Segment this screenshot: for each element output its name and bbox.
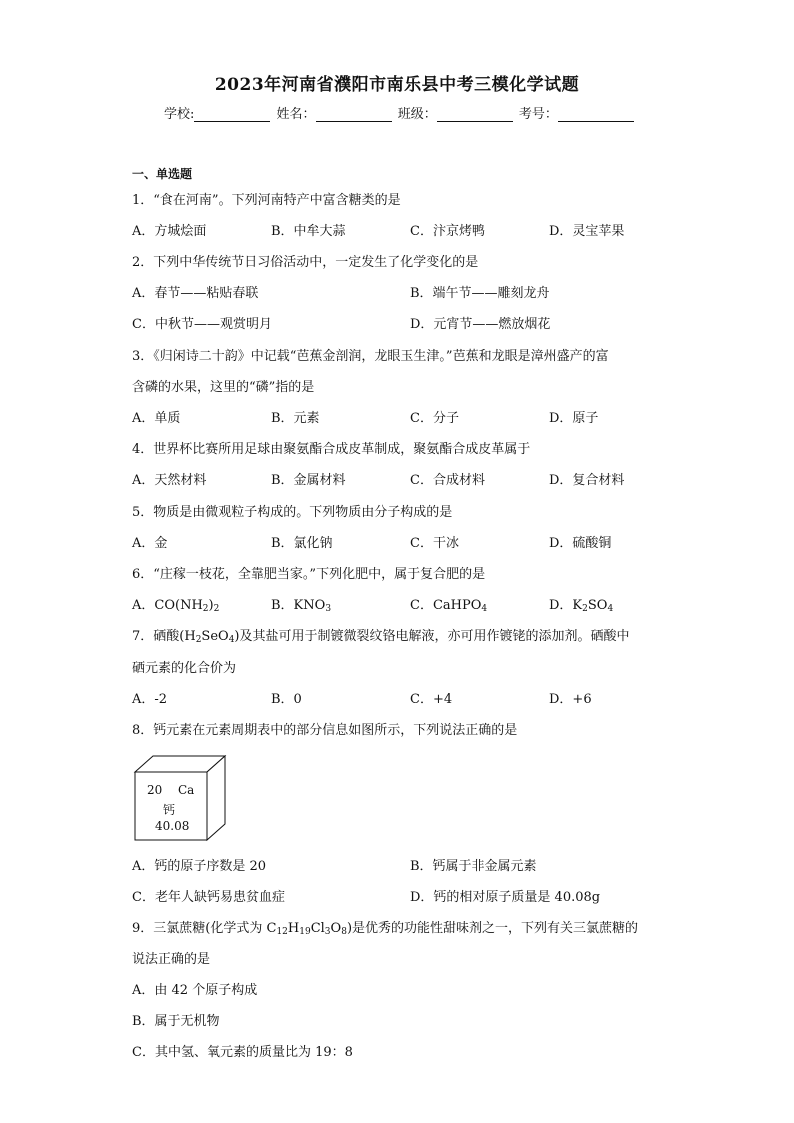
question-3-option-d: D．原子 (549, 411, 599, 426)
question-1-option-b: B．中牟大蒜 (271, 224, 346, 239)
question-8-stem: 8．钙元素在元素周期表中的部分信息如图所示，下列说法正确的是 (132, 723, 518, 738)
atomic-mass: 40.08 (155, 819, 190, 833)
section-heading: 一、单选题 (132, 167, 193, 181)
question-3-stem-line-1: 3．《归闲诗二十韵》中记载“芭蕉金剖润，龙眼玉生津。”芭蕉和龙眼是漳州盛产的富 (132, 349, 609, 364)
class-label: 班级： (397, 107, 437, 122)
question-6-option-d: D．$K_2SO_4$ (549, 598, 614, 614)
question-6-option-c: C．CaHPO$_4$ (410, 598, 488, 614)
question-8-option-d: D．钙的相对原子质量是 40.08g (410, 890, 601, 905)
question-1-option-c: C．汴京烤鸭 (410, 224, 485, 239)
question-2-option-b: B．端午节——雕刻龙舟 (410, 286, 550, 301)
question-7-option-c: C．+4 (410, 692, 453, 707)
student-info-row (164, 103, 636, 122)
question-5-option-c: C．干冰 (410, 536, 459, 551)
school-blank (194, 107, 270, 122)
question-3-option-b: B．元素 (271, 411, 320, 426)
question-1-option-a: A．方城烩面 (132, 224, 207, 239)
question-7-stem-line-1: 7．硒酸$(H_2SeO_4)$及其盐可用于制镀微裂纹铬电解液，亦可用作镀铑的添加剂。硒酸中 (132, 629, 630, 645)
question-7-option-b: B．0 (271, 692, 302, 707)
element-name: 钙 (163, 803, 176, 817)
question-6-option-a: A．$CO(NH_2)_2$ (132, 598, 220, 614)
exam-title: 2023年河南省濮阳市南乐县中考三模化学试题 (214, 75, 580, 95)
question-5-stem: 5．物质是由微观粒子构成的。下列物质由分子构成的是 (132, 505, 453, 520)
question-4-option-a: A．天然材料 (132, 473, 207, 488)
calcium-element-cell (130, 752, 230, 846)
element-symbol: Ca (178, 783, 195, 797)
question-9-option-a: A．由 42 个原子构成 (132, 983, 258, 998)
question-4-option-b: B．金属材料 (271, 473, 346, 488)
question-3-stem-line-2: 含磷的水果，这里的“磷”指的是 (132, 380, 315, 395)
exam-number-label: 考号： (518, 107, 558, 122)
question-9-stem-line-2: 说法正确的是 (132, 952, 211, 967)
question-3-option-c: C．分子 (410, 411, 459, 426)
question-4-stem: 4．世界杯比赛所用足球由聚氨酯合成皮革制成，聚氨酯合成皮革属于 (132, 442, 531, 457)
question-4-option-c: C．合成材料 (410, 473, 485, 488)
question-9-option-c: C．其中氢、氧元素的质量比为 19：8 (132, 1045, 353, 1060)
question-5-option-b: B．氯化钠 (271, 536, 333, 551)
atomic-number: 20 (147, 783, 163, 797)
name-label: 姓名： (276, 107, 316, 122)
exam-number-blank (558, 107, 634, 122)
question-2-stem: 2．下列中华传统节日习俗活动中，一定发生了化学变化的是 (132, 255, 479, 270)
question-9-option-b: B．属于无机物 (132, 1014, 220, 1029)
question-9-stem-line-1: 9．三氯蔗糖(化学式为 $C_{12}H_{19}Cl_3O_8$)是优秀的功能性甜味剂之一，下列有关三氯蔗糖的 (132, 921, 639, 937)
question-8-option-c: C．老年人缺钙易患贫血症 (132, 890, 285, 905)
question-7-option-a: A．-2 (132, 692, 168, 707)
question-7-option-d: D．+6 (549, 692, 592, 707)
question-3-option-a: A．单质 (132, 411, 181, 426)
question-5-option-a: A．金 (132, 536, 168, 551)
question-1-option-d: D．灵宝苹果 (549, 224, 625, 239)
question-8-option-a: A．钙的原子序数是 20 (132, 859, 267, 874)
question-2-option-d: D．元宵节——燃放烟花 (410, 317, 551, 332)
question-4-option-d: D．复合材料 (549, 473, 625, 488)
question-6-stem: 6．“庄稼一枝花，全靠肥当家。”下列化肥中，属于复合肥的是 (132, 567, 486, 582)
question-1-stem: 1．“食在河南”。下列河南特产中富含糖类的是 (132, 193, 401, 208)
question-2-option-a: A．春节——粘贴春联 (132, 286, 259, 301)
question-5-option-d: D．硫酸铜 (549, 536, 612, 551)
question-2-option-c: C．中秋节——观赏明月 (132, 317, 272, 332)
question-7-stem-line-2: 硒元素的化合价为 (132, 661, 237, 676)
question-8-option-b: B．钙属于非金属元素 (410, 859, 537, 874)
school-label: 学校: (164, 107, 195, 122)
name-blank (316, 107, 392, 122)
question-6-option-b: B．$KNO_3$ (271, 598, 332, 614)
class-blank (437, 107, 513, 122)
